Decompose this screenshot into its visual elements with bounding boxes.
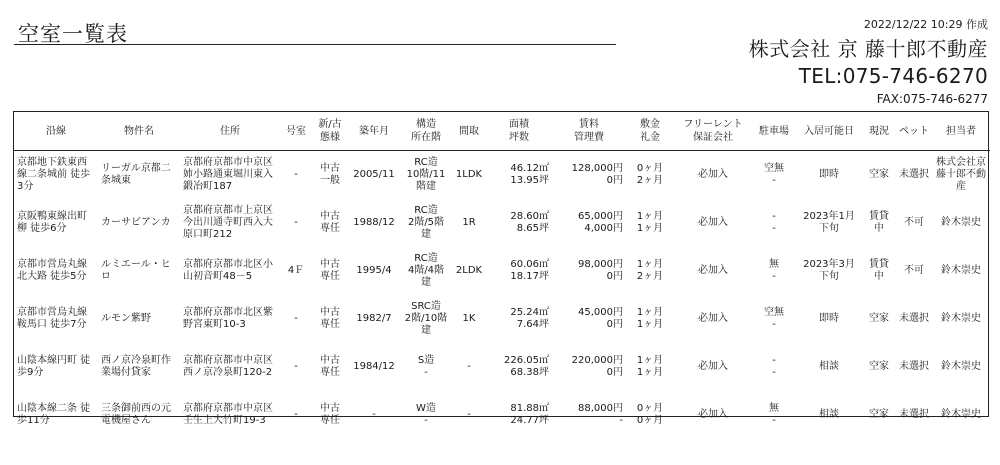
cell-parking: - - xyxy=(772,355,776,378)
table-row[interactable] xyxy=(14,343,990,391)
cell-parking: 空無 - xyxy=(764,307,784,330)
cell-room: - xyxy=(294,361,298,372)
page-title: 空室一覧表 xyxy=(18,22,128,46)
cell-built: 1982/7 xyxy=(356,313,392,324)
cell-agent: 鈴木崇史 xyxy=(941,217,981,228)
column-header: 賃料 管理費 xyxy=(552,112,626,151)
cell-move: 即時 xyxy=(819,169,839,180)
cell-move: 即時 xyxy=(819,313,839,324)
column-header: 駐車場 xyxy=(752,112,796,151)
company-fax: FAX:075-746-6277 xyxy=(876,92,988,106)
cell-structure: RC造 2階/5階建 xyxy=(407,205,445,240)
cell-age: 中古 専任 xyxy=(320,211,340,234)
cell-move: 2023年3月下旬 xyxy=(803,259,855,282)
cell-line: 京都市営烏丸線北大路 徒歩5分 xyxy=(17,259,87,282)
cell-free: 必加入 xyxy=(698,217,728,228)
cell-free: 必加入 xyxy=(698,169,728,180)
vacancy-table xyxy=(13,111,989,426)
cell-line: 山陰本線円町 徒歩9分 xyxy=(17,355,91,378)
column-header: 沿線 xyxy=(14,112,98,151)
created-date: 2022/12/22 10:29 作成 xyxy=(863,18,988,31)
cell-free: 必加入 xyxy=(698,361,728,372)
cell-area: 226.05㎡ 68.38坪 xyxy=(504,355,549,378)
company-name: 株式会社 京 藤十郎不動産 xyxy=(748,37,988,61)
cell-address: 京都府京都市上京区今出川通寺町西入大原口町212 xyxy=(183,205,273,240)
column-header: 入居可能日 xyxy=(796,112,862,151)
column-header: 号室 xyxy=(280,112,312,151)
cell-pet: 未選択 xyxy=(899,169,929,180)
cell-pet: 未選択 xyxy=(899,361,929,372)
cell-deposit: 1ヶ月 2ヶ月 xyxy=(636,259,664,282)
cell-name: 西ノ京冷泉町作業場付貸家 xyxy=(101,355,171,378)
cell-status: 空家 xyxy=(869,169,889,180)
cell-room: - xyxy=(294,169,298,180)
cell-status: 空家 xyxy=(869,409,889,420)
column-header: 面積 坪数 xyxy=(486,112,552,151)
cell-deposit: 1ヶ月 1ヶ月 xyxy=(636,211,664,234)
cell-room: - xyxy=(294,313,298,324)
column-header: フリーレント 保証会社 xyxy=(674,112,752,151)
column-header: 住所 xyxy=(180,112,280,151)
cell-built: 1988/12 xyxy=(353,217,395,228)
cell-age: 中古 専任 xyxy=(320,403,340,426)
cell-structure: W造 - xyxy=(416,403,436,426)
cell-rent: 45,000円 0円 xyxy=(578,307,623,330)
cell-parking: 無 - xyxy=(769,403,779,426)
cell-structure: SRC造 2階/10階建 xyxy=(404,301,448,336)
cell-area: 28.60㎡ 8.65坪 xyxy=(510,211,549,234)
cell-built: 1984/12 xyxy=(353,361,395,372)
column-header: 敷金 礼金 xyxy=(626,112,674,151)
cell-move: 相談 xyxy=(819,409,839,420)
cell-line: 山陰本線二条 徒歩11分 xyxy=(17,403,91,426)
column-header: 物件名 xyxy=(98,112,180,151)
cell-pet: 未選択 xyxy=(899,313,929,324)
company-tel: TEL:075-746-6270 xyxy=(798,64,988,88)
cell-deposit: 0ヶ月 2ヶ月 xyxy=(636,163,664,186)
cell-pet: 不可 xyxy=(904,217,924,228)
column-header: ペット xyxy=(896,112,932,151)
cell-parking: 空無 - xyxy=(764,163,784,186)
cell-agent: 株式会社京 藤十郎不動産 xyxy=(936,157,986,192)
cell-layout: 1K xyxy=(462,313,476,324)
cell-area: 25.24㎡ 7.64坪 xyxy=(510,307,549,330)
table-row[interactable] xyxy=(14,391,990,439)
cell-free: 必加入 xyxy=(698,313,728,324)
table-row[interactable] xyxy=(14,199,990,247)
cell-room: - xyxy=(294,409,298,420)
cell-deposit: 0ヶ月 0ヶ月 xyxy=(636,403,664,426)
cell-layout: - xyxy=(467,361,471,372)
cell-layout: - xyxy=(467,409,471,420)
table-header-row xyxy=(14,112,990,151)
cell-deposit: 1ヶ月 1ヶ月 xyxy=(636,355,664,378)
cell-built: - xyxy=(372,409,376,420)
cell-room: - xyxy=(294,217,298,228)
cell-area: 60.06㎡ 18.17坪 xyxy=(510,259,549,282)
cell-name: リーガル京都二条城東 xyxy=(101,163,171,186)
cell-name: ルミエール・ヒロ xyxy=(101,259,171,282)
cell-layout: 1R xyxy=(462,217,476,228)
table-row[interactable] xyxy=(14,295,990,343)
cell-rent: 88,000円 - xyxy=(578,403,623,426)
cell-address: 京都府京都市中京区壬生上大竹町19-3 xyxy=(183,403,273,426)
cell-layout: 2LDK xyxy=(455,265,483,276)
cell-rent: 65,000円 4,000円 xyxy=(578,211,623,234)
cell-status: 空家 xyxy=(869,361,889,372)
cell-structure: RC造 4階/4階建 xyxy=(407,253,445,288)
cell-layout: 1LDK xyxy=(455,169,483,180)
cell-name: 三条御前西の元電機屋さん xyxy=(101,403,171,426)
cell-structure: S造 - xyxy=(417,355,435,378)
column-header: 新/古 態様 xyxy=(312,112,348,151)
cell-agent: 鈴木崇史 xyxy=(941,265,981,276)
cell-line: 京阪鴨東線出町柳 徒歩6分 xyxy=(17,211,87,234)
table-row[interactable] xyxy=(14,151,990,200)
cell-rent: 128,000円 0円 xyxy=(571,163,623,186)
cell-address: 京都府京都市北区紫野宮東町10-3 xyxy=(183,307,273,330)
cell-free: 必加入 xyxy=(698,409,728,420)
cell-built: 1995/4 xyxy=(356,265,392,276)
cell-structure: RC造 10階/11階建 xyxy=(406,157,446,192)
column-header: 間取 xyxy=(452,112,486,151)
cell-address: 京都府京都市北区小山初音町48－5 xyxy=(183,259,273,282)
cell-pet: 不可 xyxy=(904,265,924,276)
cell-pet: 未選択 xyxy=(899,409,929,420)
column-header: 担当者 xyxy=(932,112,990,151)
cell-age: 中古 一般 xyxy=(320,163,340,186)
cell-age: 中古 専任 xyxy=(320,307,340,330)
column-header: 現況 xyxy=(862,112,896,151)
cell-move: 2023年1月下旬 xyxy=(803,211,855,234)
cell-line: 京都市営烏丸線鞍馬口 徒歩7分 xyxy=(17,307,87,330)
cell-rent: 220,000円 0円 xyxy=(571,355,623,378)
cell-address: 京都府京都市中京区姉小路通東堀川東入鍛冶町187 xyxy=(183,157,273,192)
cell-room: 4Ｆ xyxy=(287,265,305,276)
cell-status: 空家 xyxy=(869,313,889,324)
cell-name: ルモン紫野 xyxy=(101,313,151,324)
cell-area: 46.12㎡ 13.95坪 xyxy=(510,163,549,186)
cell-age: 中古 専任 xyxy=(320,355,340,378)
cell-name: カーサビアンカ xyxy=(101,217,171,228)
cell-status: 賃貸中 xyxy=(869,259,889,282)
cell-status: 賃貸中 xyxy=(869,211,889,234)
cell-age: 中古 専任 xyxy=(320,259,340,282)
cell-parking: - - xyxy=(772,211,776,234)
column-header: 構造 所在階 xyxy=(400,112,452,151)
cell-agent: 鈴木崇史 xyxy=(941,313,981,324)
cell-line: 京都地下鉄東西線二条城前 徒歩3分 xyxy=(17,157,91,192)
header-meta xyxy=(749,16,988,106)
cell-free: 必加入 xyxy=(698,265,728,276)
cell-agent: 鈴木崇史 xyxy=(941,361,981,372)
cell-address: 京都府京都市中京区西ノ京冷泉町120-2 xyxy=(183,355,273,378)
title-underline xyxy=(14,44,616,45)
cell-move: 相談 xyxy=(819,361,839,372)
cell-rent: 98,000円 0円 xyxy=(578,259,623,282)
table-row[interactable] xyxy=(14,247,990,295)
cell-area: 81.88㎡ 24.77坪 xyxy=(510,403,549,426)
column-header: 築年月 xyxy=(348,112,400,151)
cell-agent: 鈴木崇史 xyxy=(941,409,981,420)
cell-deposit: 1ヶ月 1ヶ月 xyxy=(636,307,664,330)
cell-parking: 無 - xyxy=(769,259,779,282)
cell-built: 2005/11 xyxy=(353,169,395,180)
